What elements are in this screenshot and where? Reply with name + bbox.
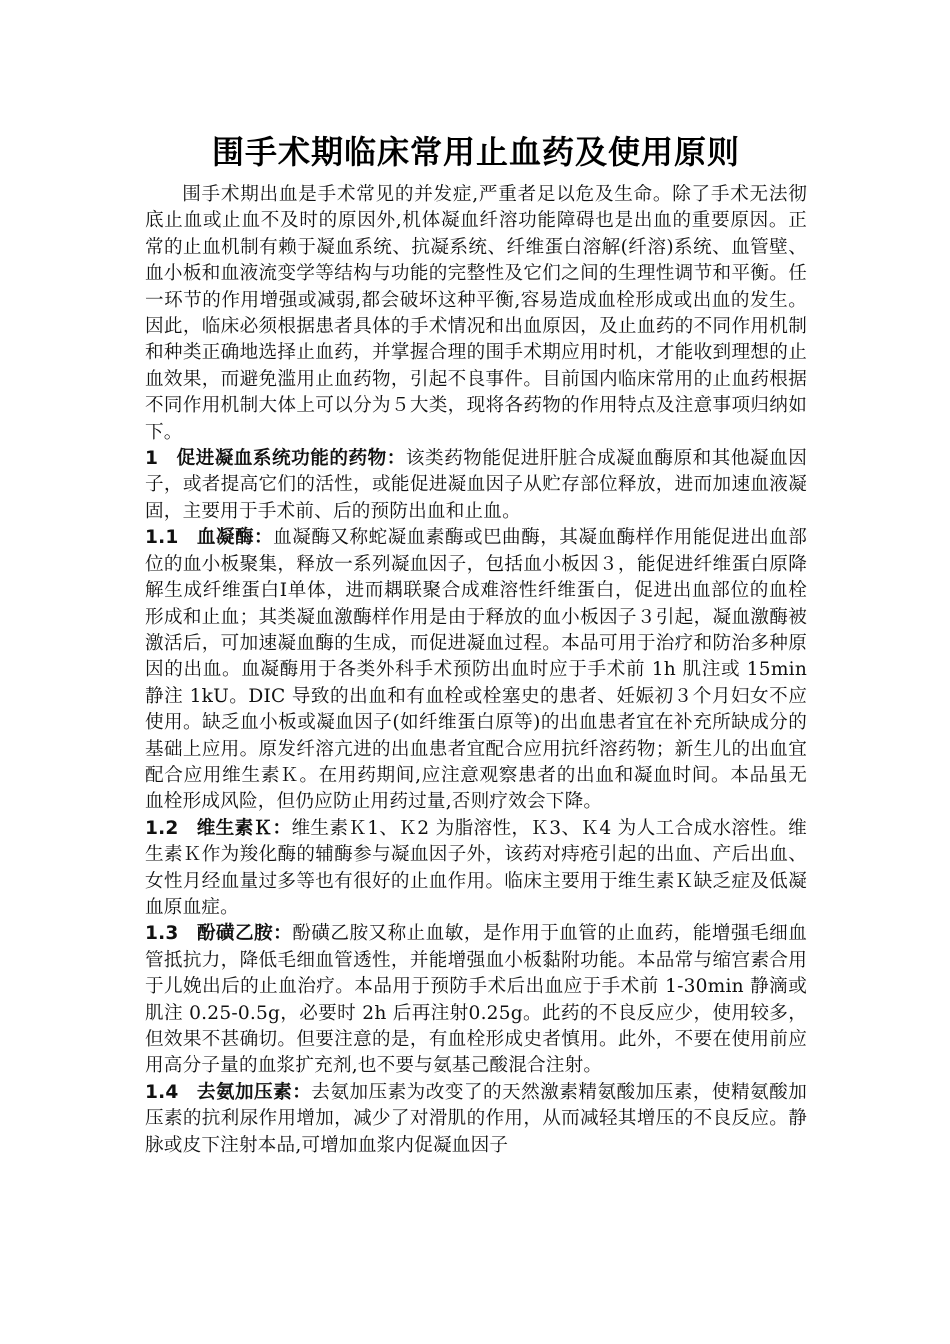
document-page [145,126,807,1159]
section-1-2 [145,816,807,922]
section-1-3 [145,921,807,1079]
section-heading: 血凝酶： [196,527,274,549]
section-body: 该类药物能促进肝脏合成凝血酶原和其他凝血因子，或者提高它们的活性，或能促进凝血因子从贮存部位释放，进而加速血液凝固，主要用于手术前、后的预防出血和止血。 [145,448,808,522]
section-body: 酚磺乙胺又称止血敏，是作用于血管的止血药，能增强毛细血管抵抗力，降低毛细血管透性，并能增强血小板黏附功能。本品常与缩宫素合用于儿娩出后的止血治疗。本品用于预防手术后出血应于手术前 1-30min 静滴或肌注 0.25-0.5g，必要时 2h 后再注射0.25g。此药的不良反应少，使用较多，但效果不甚确切。但要注意的是，有血栓形成史者慎用。此外，不要在使用前应用高分子量的血浆扩充剂,也不要与氨基己酸混合注射。 [145,923,807,1077]
section-number: 1 [145,448,159,470]
section-1 [145,446,807,525]
section-heading: 去氨加压素： [196,1081,312,1103]
section-number: 1.3 [145,923,179,945]
section-body: 维生素Ｋ1、Ｋ2 为脂溶性，Ｋ3、Ｋ4 为人工合成水溶性。维生素Ｋ作为羧化酶的辅酶参与凝血因子外，该药对痔疮引起的出血、产后出血、女性月经血量过多等也有很好的止血作用。临床主要用于维生素Ｋ缺乏症及低凝血原血症。 [145,817,807,918]
section-body: 血凝酶又称蛇凝血素酶或巴曲酶，其凝血酶样作用能促进出血部位的血小板聚集，释放一系列凝血因子，包括血小板因３，能促进纤维蛋白原降解生成纤维蛋白Ⅰ单体，进而耦联聚合成难溶性纤维蛋白，促进出血部位的血栓形成和止血；其类凝血激酶样作用是由于释放的血小板因子３引起，凝血激酶被激活后，可加速凝血酶的生成，而促进凝血过程。本品可用于治疗和防治多种原因的出血。血凝酶用于各类外科手术预防出血时应于手术前 1h 肌注或 15min 静注 1kU。DIC 导致的出血和有血栓或栓塞史的患者、妊娠初３个月妇女不应使用。缺乏血小板或凝血因子(如纤维蛋白原等)的出血患者宜在补充所缺成分的基础上应用。原发纤溶亢进的出血患者宜配合应用抗纤溶药物；新生儿的出血宜配合应用维生素Ｋ。在用药期间,应注意观察患者的出血和凝血时间。本品虽无血栓形成风险，但仍应防止用药过量,否则疗效会下降。 [145,527,807,813]
section-1-4 [145,1080,807,1159]
section-1-1 [145,525,807,815]
section-number: 1.2 [145,817,179,839]
section-number: 1.4 [145,1081,179,1103]
intro-paragraph: 围手术期出血是手术常见的并发症,严重者足以危及生命。除了手术无法彻底止血或止血不及时的原因外,机体凝血纤溶功能障碍也是出血的重要原因。正常的止血机制有赖于凝血系统、抗凝系统、纤维蛋白溶解(纤溶)系统、血管壁、血小板和血液流变学等结构与功能的完整性及它们之间的生理性调节和平衡。任一环节的作用增强或减弱,都会破坏这种平衡,容易造成血栓形成或出血的发生。因此，临床必须根据患者具体的手术情况和出血原因，及止血药的不同作用机制和种类正确地选择止血药，并掌握合理的围手术期应用时机，才能收到理想的止血效果，而避免滥用止血药物，引起不良事件。目前国内临床常用的止血药根据不同作用机制大体上可以分为５大类，现将各药物的作用特点及注意事项归纳如下。 [145,184,807,443]
section-heading: 酚磺乙胺： [196,923,293,945]
section-body: 去氨加压素为改变了的天然激素精氨酸加压素，使精氨酸加压素的抗利尿作用增加，减少了对滑肌的作用，从而减轻其增压的不良反应。静脉或皮下注射本品,可增加血浆内促凝血因子 [145,1081,808,1156]
document-title: 围手术期临床常用止血药及使用原则 [211,133,740,171]
section-heading: 维生素Ｋ： [196,817,292,839]
section-heading: 促进凝血系统功能的药物： [176,448,406,470]
section-number: 1.1 [145,527,179,549]
